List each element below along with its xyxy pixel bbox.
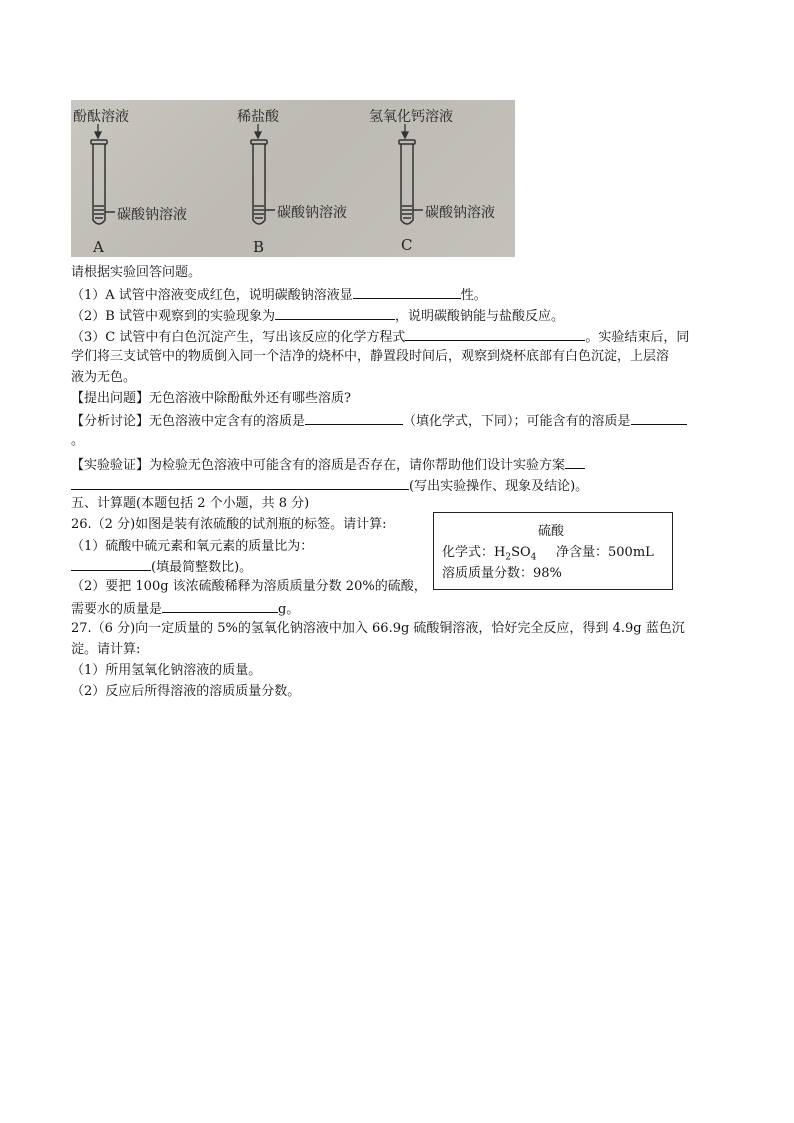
question-26: 26.（2 分)如图是装有浓硫酸的试剂瓶的标签。请计算: [71,517,387,532]
question-3: （3）C 试管中有白色沉淀产生，写出该反应的化学方程式 。实验结束后，同 [71,327,689,347]
question-26-part-1: （1）硫酸中硫元素和氧元素的质量比为： [71,539,314,554]
question-26-part-1-answer: (填最简整数比)。 [71,557,252,577]
label-sodium-carbonate-a: 碳酸钠溶液 [117,207,187,223]
answer-blank-1[interactable] [353,285,461,299]
label-dilute-hcl: 稀盐酸 [237,109,279,125]
analysis-discussion: 【分析讨论】无色溶液中定含有的溶质是 （填化学式，下同）；可能含有的溶质是 [71,411,687,431]
label-title: 硫酸 [538,524,565,539]
answer-blank-4[interactable] [305,411,403,425]
answer-blank-2[interactable] [275,306,395,320]
analysis-discussion-end: 。 [71,433,85,448]
tube-letter-c: C [401,236,413,254]
section-five-heading: 五、计算题(本题包括 2 个小题，共 8 分) [71,496,310,511]
test-tubes-drawing [71,100,515,257]
label-sodium-carbonate-b: 碳酸钠溶液 [277,205,347,221]
label-sodium-carbonate-c: 碳酸钠溶液 [425,205,495,221]
answer-blank-5[interactable] [631,411,687,425]
experiment-verification-cont: (写出实验操作、现象及结论)。 [71,476,588,496]
answer-blank-6b[interactable] [71,476,409,490]
tube-letter-b: B [253,238,265,256]
question-26-part-2: （2）要把 100g 该浓硫酸稀释为溶质质量分数 20%的硫酸， [71,579,427,594]
instruction-line: 请根据实验回答问题。 [71,265,202,280]
tube-letter-a: A [93,238,104,256]
sulfuric-acid-label [433,512,673,590]
question-26-part-2-answer: 需要水的质量是 g。 [71,599,299,619]
question-27-part-2: （2）反应后所得溶液的溶质质量分数。 [71,684,301,699]
answer-blank-6a[interactable] [565,455,585,469]
experiment-verification: 【实验验证】为检验无色溶液中可能含有的溶质是否存在，请你帮助他们设计实验方案 [71,455,585,475]
label-calcium-hydroxide: 氢氧化钙溶液 [369,109,453,125]
label-formula: 化学式：$H_2SO_4$ [442,545,537,563]
label-net-content: 净含量：500mL [556,545,654,560]
question-27-part-1: （1）所用氢氧化钠溶液的质量。 [71,663,262,678]
test-tube-figure [71,100,515,257]
question-27: 27.（6 分)向一定质量的 5%的氢氧化钠溶液中加入 66.9g 硫酸铜溶液，恰好完全反应，得到 4.9g 蓝色沉 [71,621,685,636]
label-phenolphthalein: 酚酞溶液 [73,109,129,125]
question-1: （1）A 试管中溶液变成红色，说明碳酸钠溶液显 性。 [71,285,487,305]
answer-blank-3[interactable] [405,327,585,341]
label-mass-fraction: 溶质质量分数：98% [442,566,562,581]
question-2: （2）B 试管中观察到的实验现象为 ，说明碳酸钠能与盐酸反应。 [71,306,564,326]
answer-blank-8[interactable] [162,599,278,613]
question-3-cont2: 液为无色。 [71,370,137,385]
question-3-cont: 学们将三支试管中的物质倒入同一个洁净的烧杯中，静置段时间后，观察到烧杯底部有白色沉淀，上层溶 [71,349,670,364]
question-27-cont: 淀。请计算: [71,642,141,657]
answer-blank-7[interactable] [71,557,151,571]
raise-question: 【提出问题】无色溶液中除酚酞外还有哪些溶质? [71,391,351,406]
